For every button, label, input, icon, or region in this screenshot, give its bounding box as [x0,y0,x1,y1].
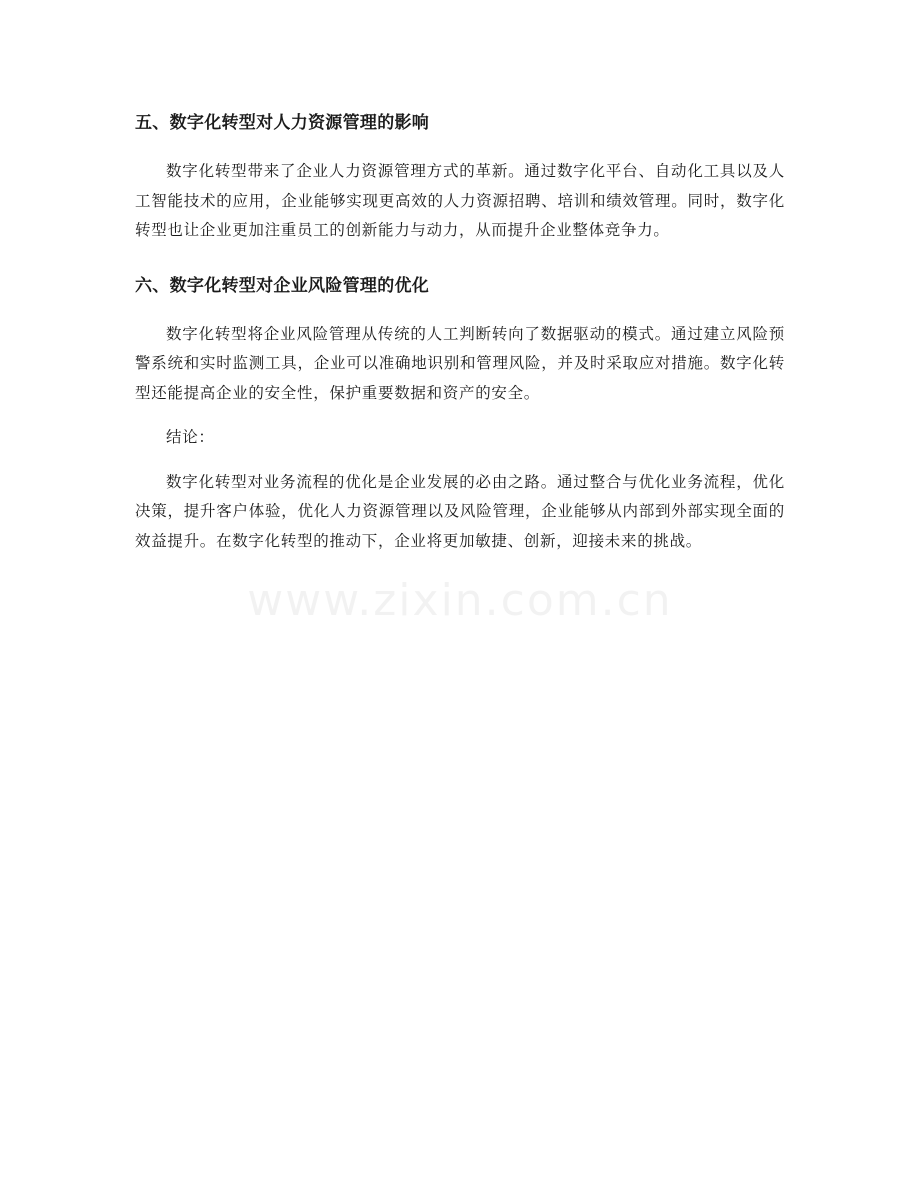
document-body [135,98,785,556]
section-heading-risk: 六、数字化转型对企业风险管理的优化 [135,275,430,296]
section-paragraph-risk: 数字化转型将企业风险管理从传统的人工判断转向了数据驱动的模式。通过建立风险预警系统和实时监测工具，企业可以准确地识别和管理风险，并及时采取应对措施。数字化转型还能提高企业的安全性，保护重要数据和资产的安全。 [135,324,785,402]
section-spacer [135,453,785,468]
section-spacer [135,408,785,423]
section-heading-hr: 五、数字化转型对人力资源管理的影响 [135,113,430,133]
conclusion-paragraph: 数字化转型对业务流程的优化是企业发展的必由之路。通过整合与优化业务流程，优化决策，提升客户体验，优化人力资源管理以及风险管理，企业能够从内部到外部实现全面的效益提升。在数字化转型的推动下，企业将更加敏捷、创新，迎接未来的挑战。 [135,472,785,550]
conclusion-label: 结论： [166,428,215,446]
watermark: www.zixin.com.cn [247,575,673,626]
section-spacer [135,246,785,261]
section-paragraph-hr: 数字化转型带来了企业人力资源管理方式的革新。通过数字化平台、自动化工具以及人工智能技术的应用，企业能够实现更高效的人力资源招聘、培训和绩效管理。同时，数字化转型也让企业更加注重员工的创新能力与动力，从而提升企业整体竞争力。 [135,162,785,239]
